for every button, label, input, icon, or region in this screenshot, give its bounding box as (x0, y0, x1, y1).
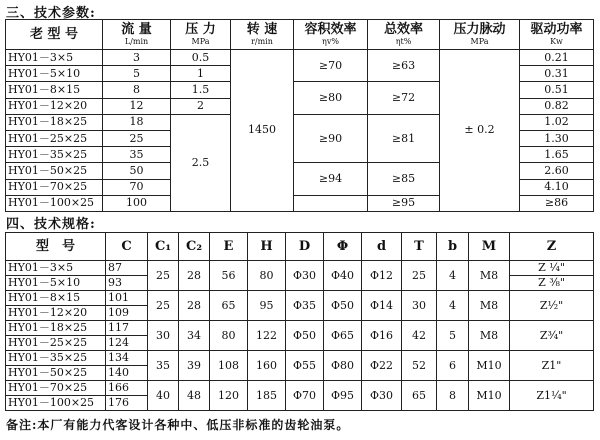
b-cell: 8 (437, 381, 469, 411)
col-b: b (437, 233, 469, 261)
table-row (6, 351, 594, 366)
E-cell: 65 (210, 291, 248, 321)
model-cell: HY01－8×15 (6, 291, 106, 306)
vol-eff-cell: ≥80 (294, 82, 368, 114)
tot-eff-cell: ≥63 (368, 50, 440, 82)
Z-cell: Z³⁄₄" (510, 321, 594, 351)
flow-cell: 18 (103, 114, 171, 130)
D-cell: Φ70 (286, 381, 324, 411)
E-cell: 120 (210, 381, 248, 411)
M-cell: M10 (469, 351, 510, 381)
flow-cell: 100 (103, 195, 171, 211)
vol-eff-cell: ≥70 (294, 50, 368, 82)
table-row (6, 321, 594, 336)
Z-cell: Z ³⁄₈" (510, 276, 594, 291)
D-cell: Φ30 (286, 261, 324, 291)
b-cell: 4 (437, 291, 469, 321)
C-cell: 117 (106, 321, 148, 336)
col-C2: C₂ (179, 233, 210, 261)
d-cell: Φ30 (362, 381, 402, 411)
vol-eff-cell: ≥94 (294, 163, 368, 195)
flow-cell: 8 (103, 82, 171, 98)
tech-params-table (5, 19, 594, 212)
flow-cell: 3 (103, 50, 171, 66)
tech-params-header-row (6, 20, 594, 50)
H-cell: 95 (248, 291, 286, 321)
model-cell: HY01－12×20 (6, 306, 106, 321)
C2-cell: 28 (179, 291, 210, 321)
H-cell: 160 (248, 351, 286, 381)
C2-cell: 34 (179, 321, 210, 351)
power-cell: 0.82 (520, 98, 594, 114)
flow-cell: 70 (103, 179, 171, 195)
Phi-cell: Φ95 (324, 381, 362, 411)
model-cell: HY01－18×25 (6, 114, 103, 130)
power-cell: 2.60 (520, 163, 594, 179)
tot-eff-cell: ≥86 (520, 195, 594, 211)
tot-eff-cell: ≥81 (368, 114, 440, 163)
power-cell: 1.02 (520, 114, 594, 130)
power-cell: 0.31 (520, 66, 594, 82)
C1-cell: 40 (148, 381, 179, 411)
M-cell: M10 (469, 381, 510, 411)
C-cell: 140 (106, 366, 148, 381)
pressure-cell: 2 (171, 98, 231, 114)
M-cell: M8 (469, 291, 510, 321)
d-cell: Φ12 (362, 261, 402, 291)
vol-eff-cell: ≥95 (368, 195, 440, 211)
speed-cell: 1450 (231, 50, 294, 212)
H-cell: 80 (248, 261, 286, 291)
M-cell: M8 (469, 261, 510, 291)
power-cell: 1.65 (520, 147, 594, 163)
T-cell: 52 (402, 351, 437, 381)
C1-cell: 25 (148, 261, 179, 291)
pressure-cell: 2.5 (171, 114, 231, 211)
model-cell: HY01－50×25 (6, 366, 106, 381)
col-E: E (210, 233, 248, 261)
col-model: 老 型 号 (6, 20, 103, 50)
model-cell: HY01－3×5 (6, 50, 103, 66)
pressure-cell: 1 (171, 66, 231, 82)
model-cell: HY01－5×10 (6, 66, 103, 82)
footnote: 备注:本厂有能力代客设计各种中、低压非标准的齿轮油泵。 (6, 418, 350, 432)
model-cell: HY01－3×5 (6, 261, 106, 276)
M-cell: M8 (469, 321, 510, 351)
pressure-cell: 1.5 (171, 82, 231, 98)
col-speed: 转 速 r/min (231, 20, 294, 50)
flow-cell: 25 (103, 130, 171, 146)
tech-specs-table (5, 232, 594, 411)
flow-cell: 12 (103, 98, 171, 114)
model-cell: HY01－5×10 (6, 276, 106, 291)
C2-cell: 48 (179, 381, 210, 411)
pressure-cell: 0.5 (171, 50, 231, 66)
table-row (6, 50, 594, 66)
power-cell: 0.21 (520, 50, 594, 66)
E-cell: 56 (210, 261, 248, 291)
col-M: M (469, 233, 510, 261)
tot-eff-cell: ≥72 (368, 82, 440, 114)
T-cell: 65 (402, 381, 437, 411)
table-row (6, 381, 594, 396)
H-cell: 122 (248, 321, 286, 351)
C-cell: 93 (106, 276, 148, 291)
C1-cell: 35 (148, 351, 179, 381)
model-cell: HY01－35×25 (6, 351, 106, 366)
C-cell: 176 (106, 396, 148, 411)
col-D: D (286, 233, 324, 261)
col-Z: Z (510, 233, 594, 261)
pulse-cell: ± 0.2 (440, 50, 520, 212)
d-cell: Φ22 (362, 351, 402, 381)
Phi-cell: Φ40 (324, 261, 362, 291)
Z-cell: Z¹⁄₂" (510, 291, 594, 321)
b-cell: 4 (437, 261, 469, 291)
col-pulse: 压力脉动 MPa (440, 20, 520, 50)
T-cell: 25 (402, 261, 437, 291)
model-cell: HY01－12×20 (6, 98, 103, 114)
col-C: C (106, 233, 148, 261)
C1-cell: 30 (148, 321, 179, 351)
power-cell: 1.30 (520, 130, 594, 146)
col-vol-eff: 容积效率 ηv% (294, 20, 368, 50)
flow-cell: 5 (103, 66, 171, 82)
b-cell: 6 (437, 351, 469, 381)
C-cell: 166 (106, 381, 148, 396)
flow-cell: 50 (103, 163, 171, 179)
section3-title: 三、技术参数: (6, 6, 96, 21)
C2-cell: 39 (179, 351, 210, 381)
b-cell: 5 (437, 321, 469, 351)
C1-cell: 25 (148, 291, 179, 321)
d-cell: Φ16 (362, 321, 402, 351)
Z-cell: Z ¹⁄₄" (510, 261, 594, 276)
E-cell: 80 (210, 321, 248, 351)
model-cell: HY01－100×25 (6, 195, 103, 211)
col-flow: 流 量 L/min (103, 20, 171, 50)
Phi-cell: Φ65 (324, 321, 362, 351)
model-cell: HY01－70×25 (6, 381, 106, 396)
C-cell: 124 (106, 336, 148, 351)
C2-cell: 28 (179, 261, 210, 291)
C-cell: 134 (106, 351, 148, 366)
col-H: H (248, 233, 286, 261)
power-cell: 0.51 (520, 82, 594, 98)
model-cell: HY01－8×15 (6, 82, 103, 98)
model-cell: HY01－18×25 (6, 321, 106, 336)
C-cell: 101 (106, 291, 148, 306)
section4-title: 四、技术规格: (6, 217, 96, 232)
model-cell: HY01－25×25 (6, 336, 106, 351)
D-cell: Φ55 (286, 351, 324, 381)
D-cell: Φ35 (286, 291, 324, 321)
T-cell: 30 (402, 291, 437, 321)
pressure-cell-empty (294, 195, 368, 211)
table-row (6, 261, 594, 276)
col-d: d (362, 233, 402, 261)
col-T: T (402, 233, 437, 261)
Phi-cell: Φ50 (324, 291, 362, 321)
tot-eff-cell: ≥85 (368, 163, 440, 195)
H-cell: 185 (248, 381, 286, 411)
table-row (6, 291, 594, 306)
col-C1: C₁ (148, 233, 179, 261)
power-cell: 4.10 (520, 179, 594, 195)
E-cell: 108 (210, 351, 248, 381)
C-cell: 87 (106, 261, 148, 276)
model-cell: HY01－35×25 (6, 147, 103, 163)
model-cell: HY01－100×25 (6, 396, 106, 411)
D-cell: Φ50 (286, 321, 324, 351)
model-cell: HY01－25×25 (6, 130, 103, 146)
col-model: 型 号 (6, 233, 106, 261)
C-cell: 109 (106, 306, 148, 321)
col-Phi: Φ (324, 233, 362, 261)
vol-eff-cell: ≥90 (294, 114, 368, 163)
d-cell: Φ14 (362, 291, 402, 321)
model-cell: HY01－70×25 (6, 179, 103, 195)
Z-cell: Z1" (510, 351, 594, 381)
model-cell: HY01－50×25 (6, 163, 103, 179)
Z-cell: Z1¹⁄₄" (510, 381, 594, 411)
col-pressure: 压 力 MPa (171, 20, 231, 50)
col-power: 驱动功率 Kw (520, 20, 594, 50)
Phi-cell: Φ80 (324, 351, 362, 381)
flow-cell: 35 (103, 147, 171, 163)
tech-specs-header-row (6, 233, 594, 261)
col-tot-eff: 总效率 ηt% (368, 20, 440, 50)
T-cell: 42 (402, 321, 437, 351)
